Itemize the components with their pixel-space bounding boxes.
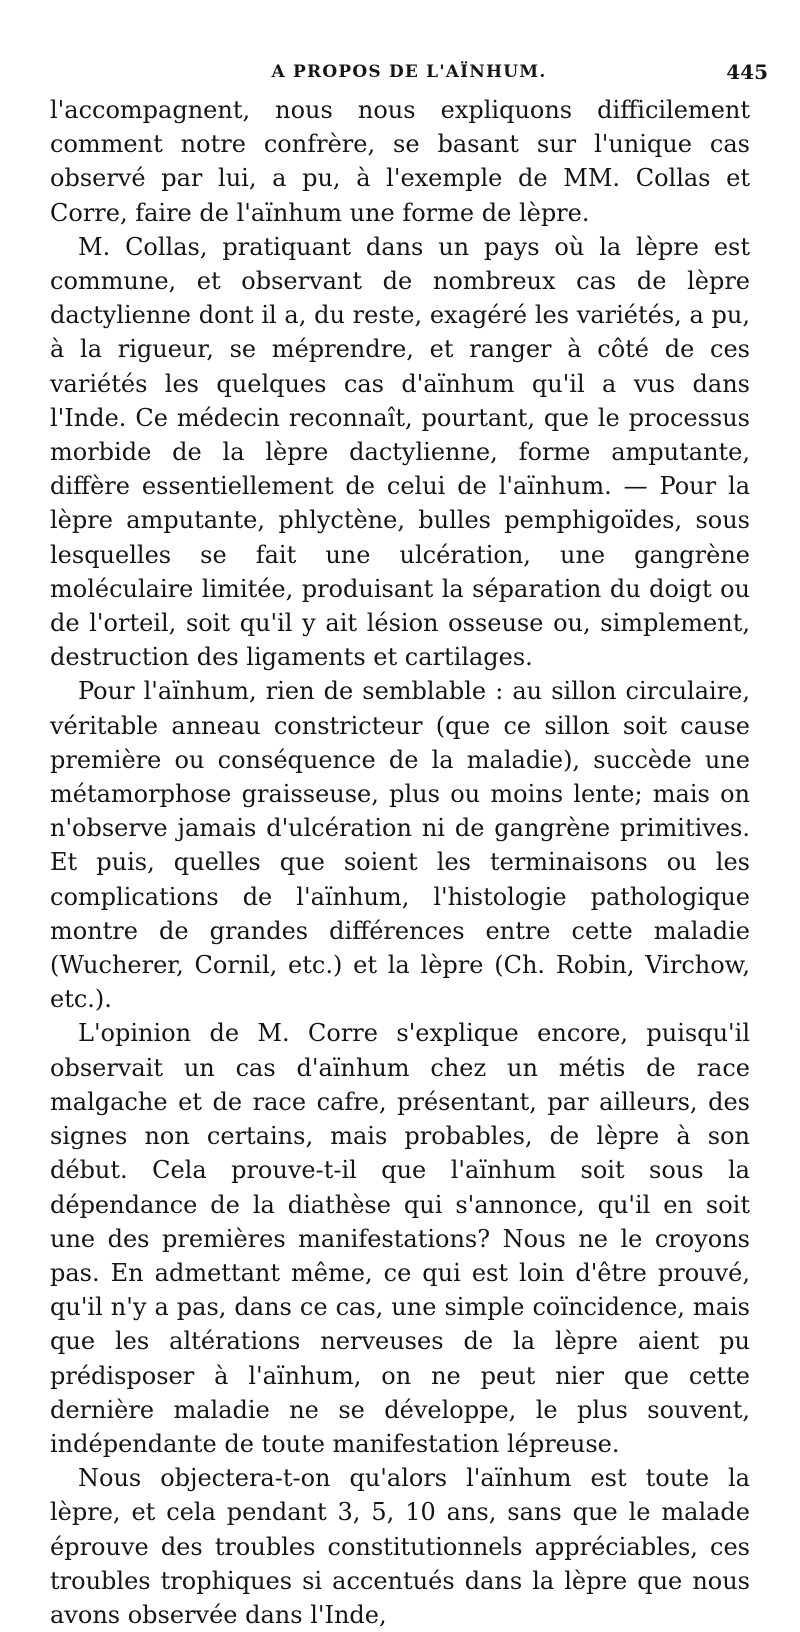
running-head (50, 62, 768, 88)
paragraph-2: M. Collas, pratiquant dans un pays où la lèpre est commune, et observant de nombreux cas de lèpre dactylienne dont il a, du reste, exagéré les variétés, a pu, à la rigueur, se méprendre, et ranger à côté de ces variétés les quelques cas d'aïnhum qu'il a vus dans l'Inde. Ce médecin reconnaît, pourtant, que le processus morbide de la lèpre dactylienne, forme amputante, diffère essentiellement de celui de l'aïnhum. — Pour la lèpre amputante, phlyctène, bulles pemphigoïdes, sous lesquelles se fait une ulcération, une gangrène moléculaire limitée, produisant la séparation du doigt ou de l'orteil, soit qu'il y ait lésion osseuse ou, simplement, destruction des ligaments et cartilages. (50, 232, 750, 672)
running-title: A PROPOS DE L'AÏNHUM. (271, 62, 547, 82)
paragraph-1: l'accompagnent, nous nous expliquons difficilement comment notre confrère, se basant sur l'unique cas observé par lui, a pu, à l'exemple de MM. Collas et Corre, faire de l'aïnhum une forme de lèpre. (50, 96, 750, 227)
paragraph-5: Nous objectera-t-on qu'alors l'aïnhum est toute la lèpre, et cela pendant 3, 5, 10 ans, sans que le malade éprouve des troubles constitutionnels appréciables, ces troubles trophiques si accentués dans la lèpre que nous avons observée dans l'Inde, (50, 1464, 750, 1629)
body-text (50, 93, 750, 1632)
paragraph-3: Pour l'aïnhum, rien de semblable : au sillon circulaire, véritable anneau constricteur (que ce sillon soit cause première ou conséquence de la maladie), succède une métamorphose graisseuse, plus ou moins lente; mais on n'observe jamais d'ulcération ni de gangrène primitives. Et puis, quelles que soient les terminaisons ou les complications de l'aïnhum, l'histologie pathologique montre de grandes différences entre cette maladie (Wucherer, Cornil, etc.) et la lèpre (Ch. Robin, Virchow, etc.). (50, 677, 750, 1014)
page-number: 445 (726, 60, 768, 84)
paragraph-4: L'opinion de M. Corre s'explique encore, puisqu'il observait un cas d'aïnhum chez un métis de race malgache et de race cafre, présentant, par ailleurs, des signes non certains, mais probables, de lèpre à son début. Cela prouve-t-il que l'aïnhum soit sous la dépendance de la diathèse qui s'annonce, qu'il en soit une des premières manifestations? Nous ne le croyons pas. En admettant même, ce qui est loin d'être prouvé, qu'il n'y a pas, dans ce cas, une simple coïncidence, mais que les altérations nerveuses de la lèpre aient pu prédisposer à l'aïnhum, on ne peut nier que cette dernière maladie ne se développe, le plus souvent, indépendante de toute manifestation lépreuse. (50, 1019, 750, 1458)
